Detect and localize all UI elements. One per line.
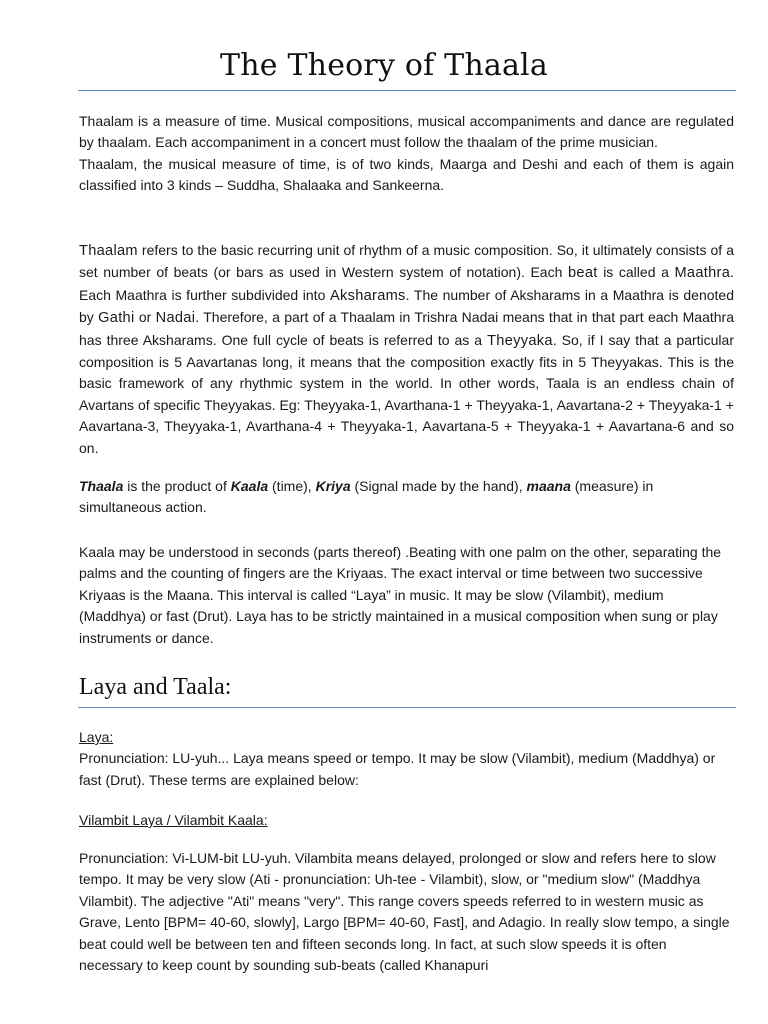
product-paragraph [79, 476, 734, 519]
vilambit-label: Vilambit Laya / Vilambit Kaala: [79, 812, 268, 828]
laya-section [79, 727, 734, 791]
rhythm-text-6: . Therefore, a part of a Thaalam in Trishra Nadai means that in that part each Maathra has three Aksharams. One full cycle of beats is referred to as a [79, 309, 734, 348]
rhythm-text-4: . The number of Aksharams in a Maathra is denoted by [79, 286, 734, 326]
rhythm-text-7: . So, if I say that a particular composition is 5 Aavartanas long, it means that the composition exactly fits in 5 Theyyakas. This is the basic framework of any rhythmic system in the world. In other words, Taala is an endless chain of Avartans of specific Theyyakas. Eg: Theyyaka-1, Avarthana-1 + Theyyaka-1, Aavartana-2 + Theyyaka-1 + Aavartana-3, Theyyaka-1, Avarthana-4 + Theyyaka-1, Aavartana-5 + Theyyaka-1 + Aavartana-6 and so on. [79, 331, 734, 456]
intro-paragraph-2: Thaalam, the musical measure of time, is of two kinds, Maarga and Deshi and each of them is again classified into 3 kinds – Suddha, Shalaaka and Sankeerna. [79, 155, 734, 194]
term-beat: beat [567, 265, 598, 282]
section-heading: Laya and Taala: [79, 674, 232, 700]
title-divider [78, 90, 736, 91]
product-text-4: (measure) in simultaneous action. [79, 478, 654, 516]
product-text-2: (time), [268, 478, 316, 494]
term-maathra: Maathra [674, 265, 731, 282]
term-thaalam: Thaalam [79, 243, 138, 259]
vilambit-label-block [79, 810, 734, 831]
page-title: The Theory of Thaala [220, 48, 548, 83]
rhythm-text-5: or [134, 309, 156, 326]
term-gathi: Gathi [98, 310, 135, 327]
intro-section [79, 111, 734, 197]
term-maana: maana [526, 478, 571, 494]
vilambit-paragraph: Pronunciation: Vi-LUM-bit LU-yuh. Vilambita means delayed, prolonged or slow and refers here to slow tempo. It may be very slow (Ati - pronunciation: Uh-tee - Vilambit), slow, or "medium slow" (Maddhya Vilambit). The adjective "Ati" means "very". This range covers speeds referred to in western music as Grave, Lento [BPM= 40-60, slowly], Largo [BPM= 40-60, Fast], and Adagio. In really slow tempo, a single beat could well be between ten and fifteen seconds long. In fact, at such slow speeds it is often necessary to keep count by sounding sub-beats (called Khanapuri [79, 850, 730, 974]
intro-paragraph-1: Thaalam is a measure of time. Musical compositions, musical accompaniments and dance are regulated by thaalam. Each accompaniment in a concert must follow the thaalam of the prime musician. [79, 113, 734, 151]
term-kaala: Kaala [230, 478, 269, 494]
rhythm-text-2: is called a [597, 264, 675, 281]
laya-label: Laya: [79, 729, 114, 745]
kaala-paragraph [79, 542, 734, 649]
kaala-text: Kaala may be understood in seconds (parts thereof) .Beating with one palm on the other, separating the palms and the counting of fingers are the Kriyaas. The exact interval or time between two successive Kriyaas is the Maana. This interval is called “Laya” in music. It may be slow (Vilambit), medium (Maddhya) or fast (Drut). Laya has to be strictly maintained in a musical composition when sung or play instruments or dance. [79, 544, 722, 646]
term-aksharams: Aksharams [329, 287, 406, 304]
product-text-3: (Signal made by the hand), [350, 478, 527, 494]
laya-paragraph: Pronunciation: LU-yuh... Laya means speed or tempo. It may be slow (Vilambit), medium (Maddhya) or fast (Drut). These terms are explained below: [79, 750, 716, 788]
section-divider [78, 707, 736, 708]
term-kriya: Kriya [315, 478, 351, 494]
term-theyyaka: Theyyaka [487, 332, 553, 349]
rhythm-paragraph [79, 240, 734, 459]
rhythm-text-3: . Each Maathra is further subdivided into [79, 264, 734, 303]
rhythm-text-1: refers to the basic recurring unit of rhythm of a music composition. So, it ultimately consists of a set number of beats (or bars as used in Western system of notation). Each [79, 242, 734, 281]
product-text-1: is the product of [123, 478, 231, 494]
term-nadai: Nadai [155, 310, 196, 327]
vilambit-section [79, 848, 734, 976]
term-thaala: Thaala [79, 478, 124, 494]
